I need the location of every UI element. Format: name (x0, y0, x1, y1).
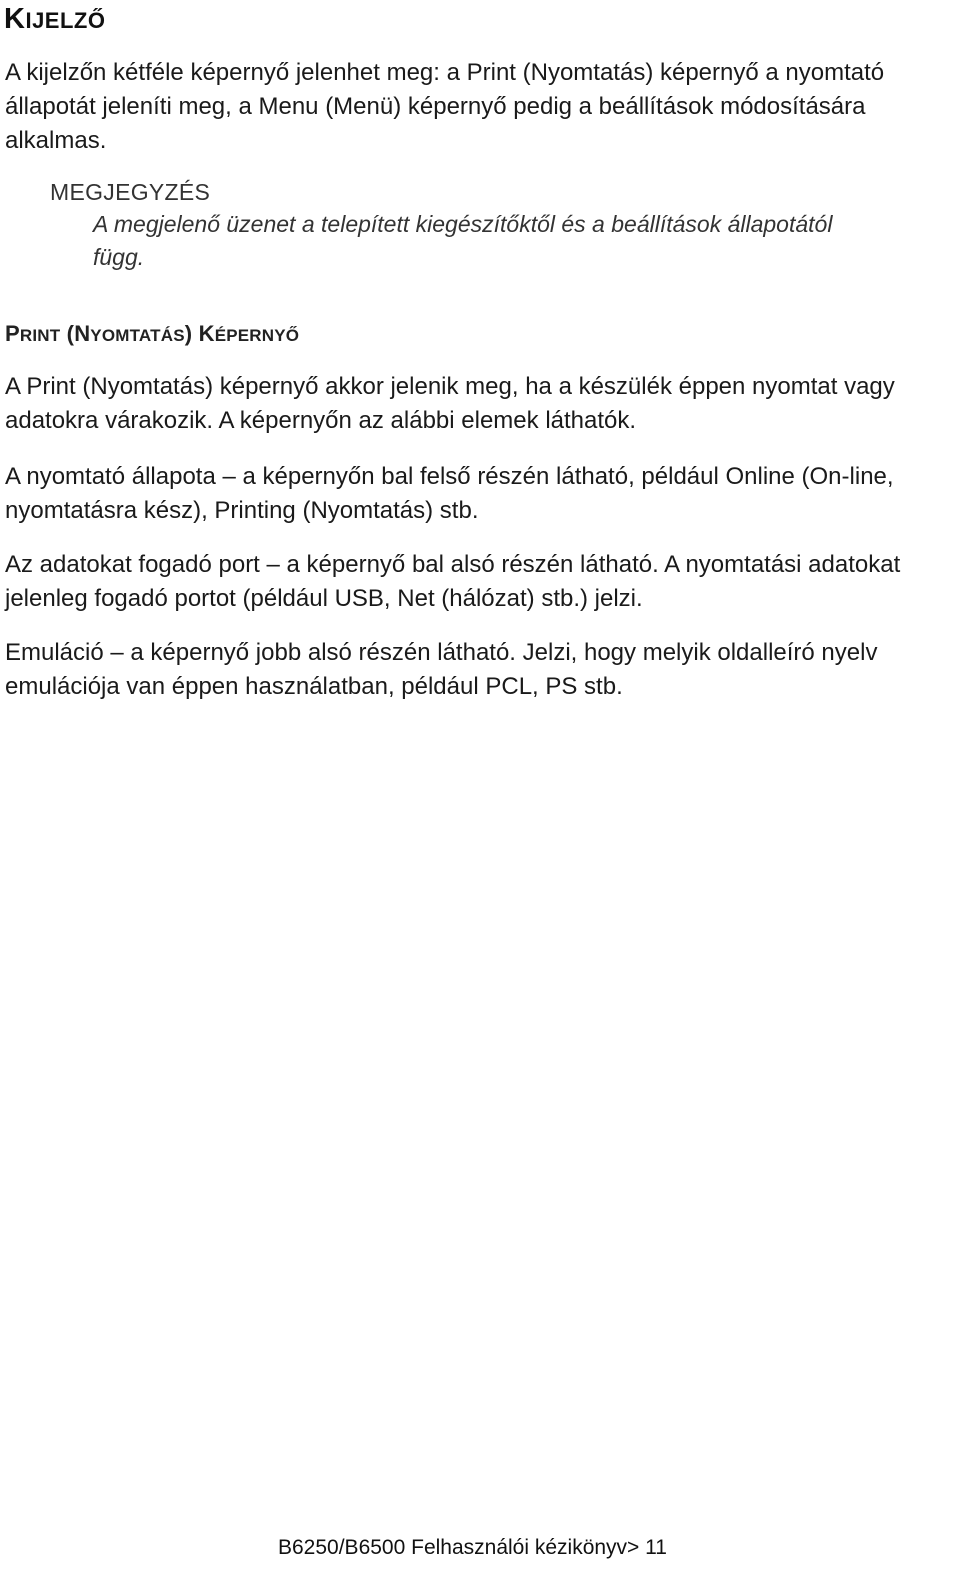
paragraph-print-screen: A Print (Nyomtatás) képernyő akkor jelenik meg, ha a készülék éppen nyomtat vagy adatokra várakozik. A képernyőn az alábbi elemek láthatók. (5, 373, 895, 434)
subheading-n-initial: N (74, 321, 91, 346)
heading-rest: IJELZŐ (25, 8, 106, 33)
paragraph-printer-status: A nyomtató állapota – a képernyőn bal felső részén látható, például Online (On-line, nyomtatásra kész), Printing (Nyomtatás) stb. (5, 463, 894, 524)
subheading-n-rest: YOMTATÁS (90, 326, 185, 345)
subheading-k-rest: ÉPERNYŐ (214, 326, 300, 345)
section-heading (5, 318, 299, 352)
paragraph-emulation: Emuláció – a képernyő jobb alsó részén látható. Jelzi, hogy melyik oldalleíró nyelv emulációja van éppen használatban, például PCL, PS stb. (5, 639, 878, 700)
heading-initial: K (4, 3, 26, 35)
page-heading (4, 2, 105, 38)
subheading-paren-close: ) (184, 321, 193, 346)
subheading-paren-open: ( (66, 321, 75, 346)
subheading-p-initial: P (5, 321, 20, 346)
note-title: MEGJEGYZÉS (50, 179, 211, 205)
paragraph-data-port: Az adatokat fogadó port – a képernyő bal alsó részén látható. A nyomtatási adatokat jelenleg fogadó portot (például USB, Net (hálózat) stb.) jelzi. (5, 551, 901, 612)
note-text: A megjelenő üzenet a telepített kiegészítőktől és a beállítások állapotától függ. (93, 211, 833, 270)
subheading-p-rest: RINT (19, 326, 61, 345)
subheading-k-initial: K (198, 321, 215, 346)
intro-paragraph: A kijelzőn kétféle képernyő jelenhet meg: a Print (Nyomtatás) képernyő a nyomtató állapotát jeleníti meg, a Menu (Menü) képernyő pedig a beállítások módosítására alkalmas. (5, 59, 885, 154)
page-footer: B6250/B6500 Felhasználói kézikönyv> 11 (278, 1536, 667, 1559)
